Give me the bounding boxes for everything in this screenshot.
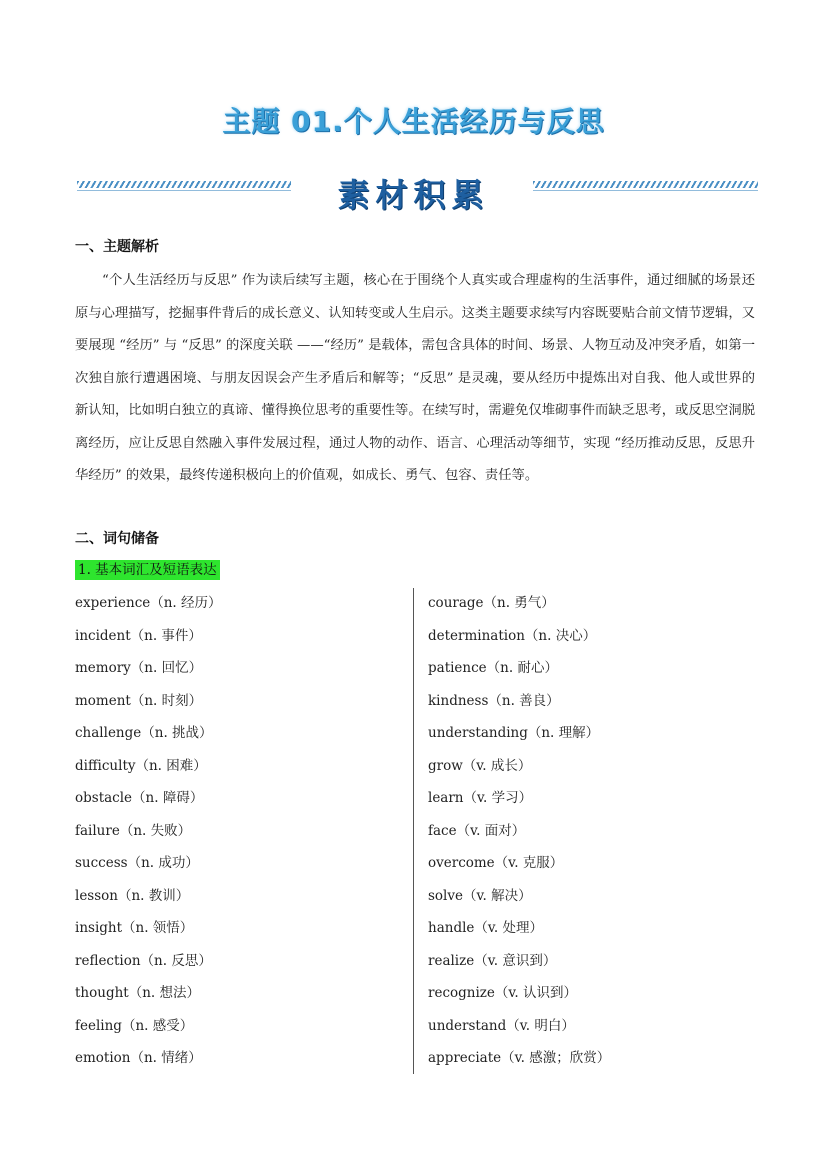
vocab-item: moment（n. 时刻） bbox=[75, 692, 203, 709]
section-banner bbox=[0, 168, 827, 218]
vocab-item: insight（n. 领悟） bbox=[75, 920, 194, 936]
vocab-item: determination（n. 决心） bbox=[428, 627, 597, 644]
vocab-item: thought（n. 想法） bbox=[75, 985, 200, 1001]
vocab-item: obstacle（n. 障碍） bbox=[75, 790, 204, 806]
vocab-subheading: 1. 基本词汇及短语表达 bbox=[75, 560, 220, 580]
vocab-item: difficulty（n. 困难） bbox=[75, 757, 207, 774]
vocab-item: reflection（n. 反思） bbox=[75, 952, 212, 969]
vocab-item: lesson（n. 教训） bbox=[75, 887, 190, 904]
banner-label: 素材积累 bbox=[337, 176, 490, 214]
vocab-item: handle（v. 处理） bbox=[428, 920, 543, 936]
section1-heading: 一、主题解析 bbox=[75, 239, 159, 255]
vocab-item: kindness（n. 善良） bbox=[428, 692, 560, 709]
vocab-item: success（n. 成功） bbox=[75, 855, 199, 871]
vocab-item: face（v. 面对） bbox=[428, 822, 526, 839]
vocab-item: patience（n. 耐心） bbox=[428, 660, 558, 676]
vocab-item: understand（v. 明白） bbox=[428, 1017, 575, 1034]
vocab-item: feeling（n. 感受） bbox=[75, 1017, 194, 1034]
banner-decoration-right bbox=[533, 181, 758, 188]
section2-heading: 二、词句储备 bbox=[75, 531, 159, 547]
vocab-item: realize（v. 意识到） bbox=[428, 952, 557, 969]
vocab-column-left bbox=[75, 592, 405, 1080]
vocab-item: recognize（v. 认识到） bbox=[428, 985, 577, 1001]
vocab-item: grow（v. 成长） bbox=[428, 757, 532, 774]
vocab-column-right bbox=[428, 592, 758, 1080]
vocab-item: courage（n. 勇气） bbox=[428, 595, 555, 611]
column-divider bbox=[413, 588, 414, 1074]
page-title: 主题 01.个人生活经历与反思 bbox=[222, 105, 605, 138]
vocab-item: learn（v. 学习） bbox=[428, 790, 533, 806]
vocab-item: appreciate（v. 感激；欣赏） bbox=[428, 1050, 611, 1066]
vocab-item: failure（n. 失败） bbox=[75, 822, 192, 839]
vocab-item: incident（n. 事件） bbox=[75, 627, 202, 644]
vocab-item: experience（n. 经历） bbox=[75, 595, 222, 611]
section1-paragraph: “个人生活经历与反思” 作为读后续写主题，核心在于围绕个人真实或合理虚构的生活事件，通过细腻的场景还原与心理描写，挖掘事件背后的成长意义、认知转变或人生启示。这类主题要求续写内容既要贴合前文情节逻辑，又要展现 “经历” 与 “反思” 的深度关联 ——“经历” 是载体，需包含具体的时间、场景、人物互动及冲突矛盾，如第一次独自旅行遭遇困境、与朋友因误会产生矛盾后和解等；“反思” 是灵魂，要从经历中提炼出对自我、他人或世界的新认知，比如明白独立的真谛、懂得换位思考的重要性等。在续写时，需避免仅堆砌事件而缺乏思考，或反思空洞脱离经历，应让反思自然融入事件发展过程，通过人物的动作、语言、心理活动等细节，实现 “经历推动反思，反思升华经历” 的效果，最终传递积极向上的价值观，如成长、勇气、包容、责任等。 bbox=[75, 273, 755, 483]
vocab-item: understanding（n. 理解） bbox=[428, 725, 600, 741]
vocab-item: challenge（n. 挑战） bbox=[75, 725, 213, 741]
vocab-item: solve（v. 解决） bbox=[428, 887, 532, 904]
vocab-item: emotion（n. 情绪） bbox=[75, 1050, 202, 1066]
vocab-item: memory（n. 回忆） bbox=[75, 660, 203, 676]
vocab-item: overcome（v. 克服） bbox=[428, 855, 564, 871]
